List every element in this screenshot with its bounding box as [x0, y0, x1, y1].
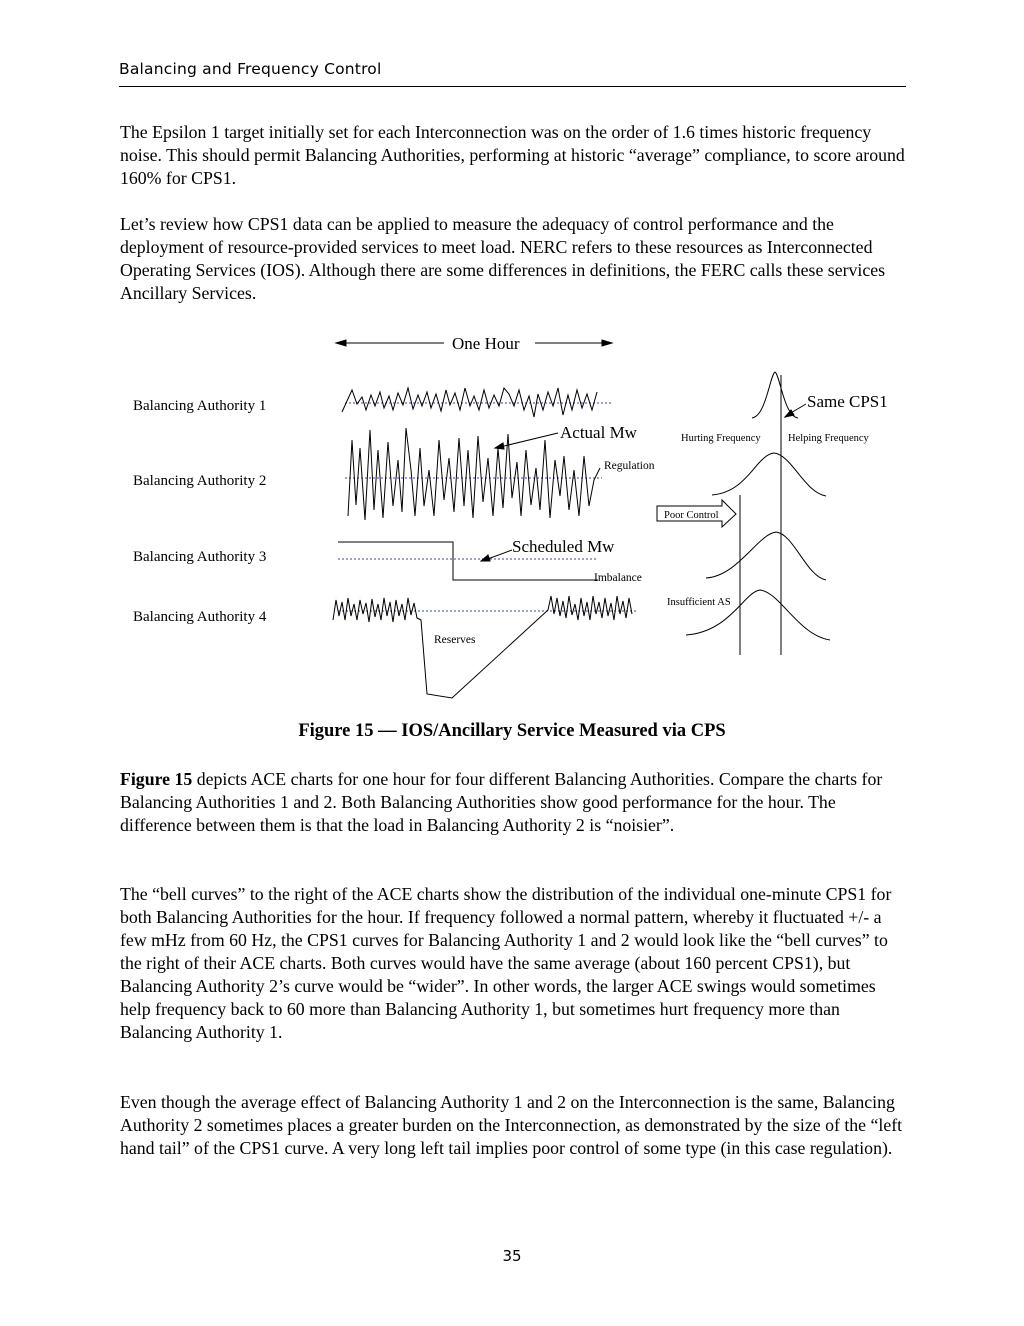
ba4-label: Balancing Authority 4	[133, 609, 267, 625]
poor-control-label: Poor Control	[664, 510, 719, 521]
regulation-label: Regulation	[604, 460, 655, 472]
paragraph-bell-curves: The “bell curves” to the right of the ACE charts show the distribution of the individual one-minute CPS1 for both Balancing Authorities for the hour. If frequency followed a normal pattern, whereby it fluctuated +/- a few mHz from 60 Hz, the CPS1 curves for Balancing Authority 1 and 2 would look like the “bell curves” to the right of their ACE charts. Both curves would have the same average (about 160 percent CPS1), but Balancing Authority 2’s curve would be “wider”. In other words, the larger ACE swings would sometimes help frequency back to 60 more than Balancing Authority 1, but sometimes hurt frequency more than Balancing Authority 1.	[120, 884, 892, 1042]
actual-mw-label: Actual Mw	[560, 423, 637, 442]
ba2-bell-curve	[712, 453, 826, 496]
figure-15-diagram	[0, 320, 1024, 705]
figure-caption: Figure 15 — IOS/Ancillary Service Measured via CPS	[298, 721, 726, 741]
page-number: 35	[502, 1247, 522, 1265]
ba3-label: Balancing Authority 3	[133, 549, 267, 565]
figure-reference: Figure 15	[120, 769, 193, 789]
paragraph-ios-review: Let’s review how CPS1 data can be applied to measure the adequacy of control performance and the deployment of resource-provided services to meet load. NERC refers to these resources as Interconnected Operating Services (IOS). Although there are some differences in definitions, the FERC calls these services Ancillary Services.	[120, 214, 886, 303]
paragraph-figure-description	[120, 768, 910, 837]
same-cps1-arrow	[785, 404, 806, 417]
reserves-label: Reserves	[434, 634, 476, 646]
same-cps1-label: Same CPS1	[807, 392, 888, 411]
one-hour-label: One Hour	[452, 334, 520, 353]
insufficient-as-label: Insufficient AS	[667, 597, 731, 608]
hurting-frequency-label: Hurting Frequency	[681, 433, 761, 444]
paragraph-figure-description-text: depicts ACE charts for one hour for four different Balancing Authorities. Compare the charts for Balancing Authorities 1 and 2. Both Balancing Authorities show good performance for the hour. The difference between them is that the load in Balancing Authority 2 is “noisier”.	[120, 769, 883, 835]
ba1-label: Balancing Authority 1	[133, 398, 267, 414]
ba2-label: Balancing Authority 2	[133, 473, 267, 489]
helping-frequency-label: Helping Frequency	[788, 433, 869, 444]
imbalance-label: Imbalance	[594, 572, 642, 584]
ba3-bell-curve	[706, 532, 826, 580]
scheduled-mw-label: Scheduled Mw	[512, 537, 615, 556]
running-header: Balancing and Frequency Control	[119, 60, 906, 87]
paragraph-epsilon-target: The Epsilon 1 target initially set for each Interconnection was on the order of 1.6 times historic frequency noise. This should permit Balancing Authorities, performing at historic “average” compliance, to score around 160% for CPS1.	[120, 122, 905, 188]
paragraph-left-tail: Even though the average effect of Balancing Authority 1 and 2 on the Interconnection is the same, Balancing Authority 2 sometimes places a greater burden on the Interconnection, as demonstrated by the size of the “left hand tail” of the CPS1 curve. A very long left tail implies poor control of some type (in this case regulation).	[120, 1092, 903, 1158]
actual-mw-arrow	[495, 433, 558, 449]
